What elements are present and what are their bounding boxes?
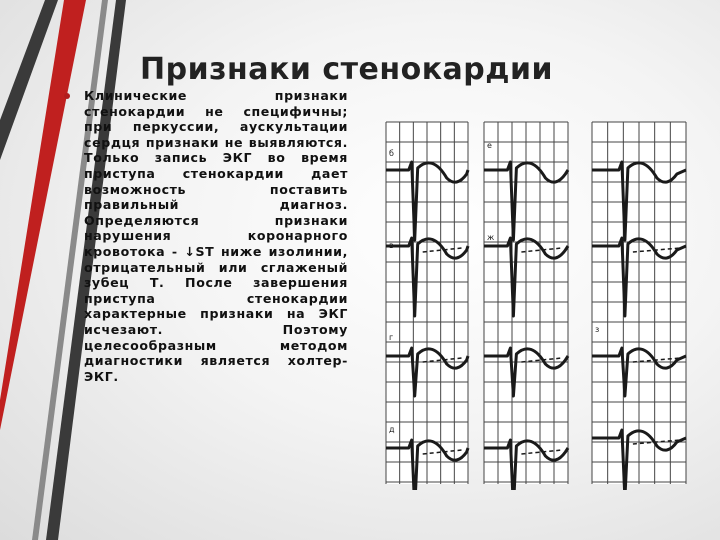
ecg-lead-label: ж	[487, 233, 495, 242]
slide-title: Признаки стенокардии	[140, 52, 554, 87]
bullet-dot	[64, 93, 70, 99]
ecg-lead-label: б	[389, 149, 394, 158]
bullet-text: Клинические признаки стенокардии не специфичны; при перкуссии, аускультации сердця признаки не выявляются. Только запись ЭКГ во время приступа стенокардии дает возможность поставить правильный диагноз. Определяются признаки нарушения коронарного кровотока - ↓ST ниже изолинии, отрицательный или сглаженый зубец Т. После завершения приступа стенокардии характерные признаки на ЭКГ исчезают. Поэтому целесообразным методом диагностики является холтер- ЭКГ.	[84, 88, 348, 384]
ecg-lead-label: д	[389, 425, 395, 434]
ecg-lead-label: в	[389, 241, 394, 250]
ecg-lead-label: г	[389, 333, 394, 342]
bullet-item	[64, 88, 348, 384]
ecg-strips-image	[378, 118, 694, 490]
ecg-lead-label: е	[487, 141, 492, 150]
ecg-lead-label: з	[595, 325, 600, 334]
